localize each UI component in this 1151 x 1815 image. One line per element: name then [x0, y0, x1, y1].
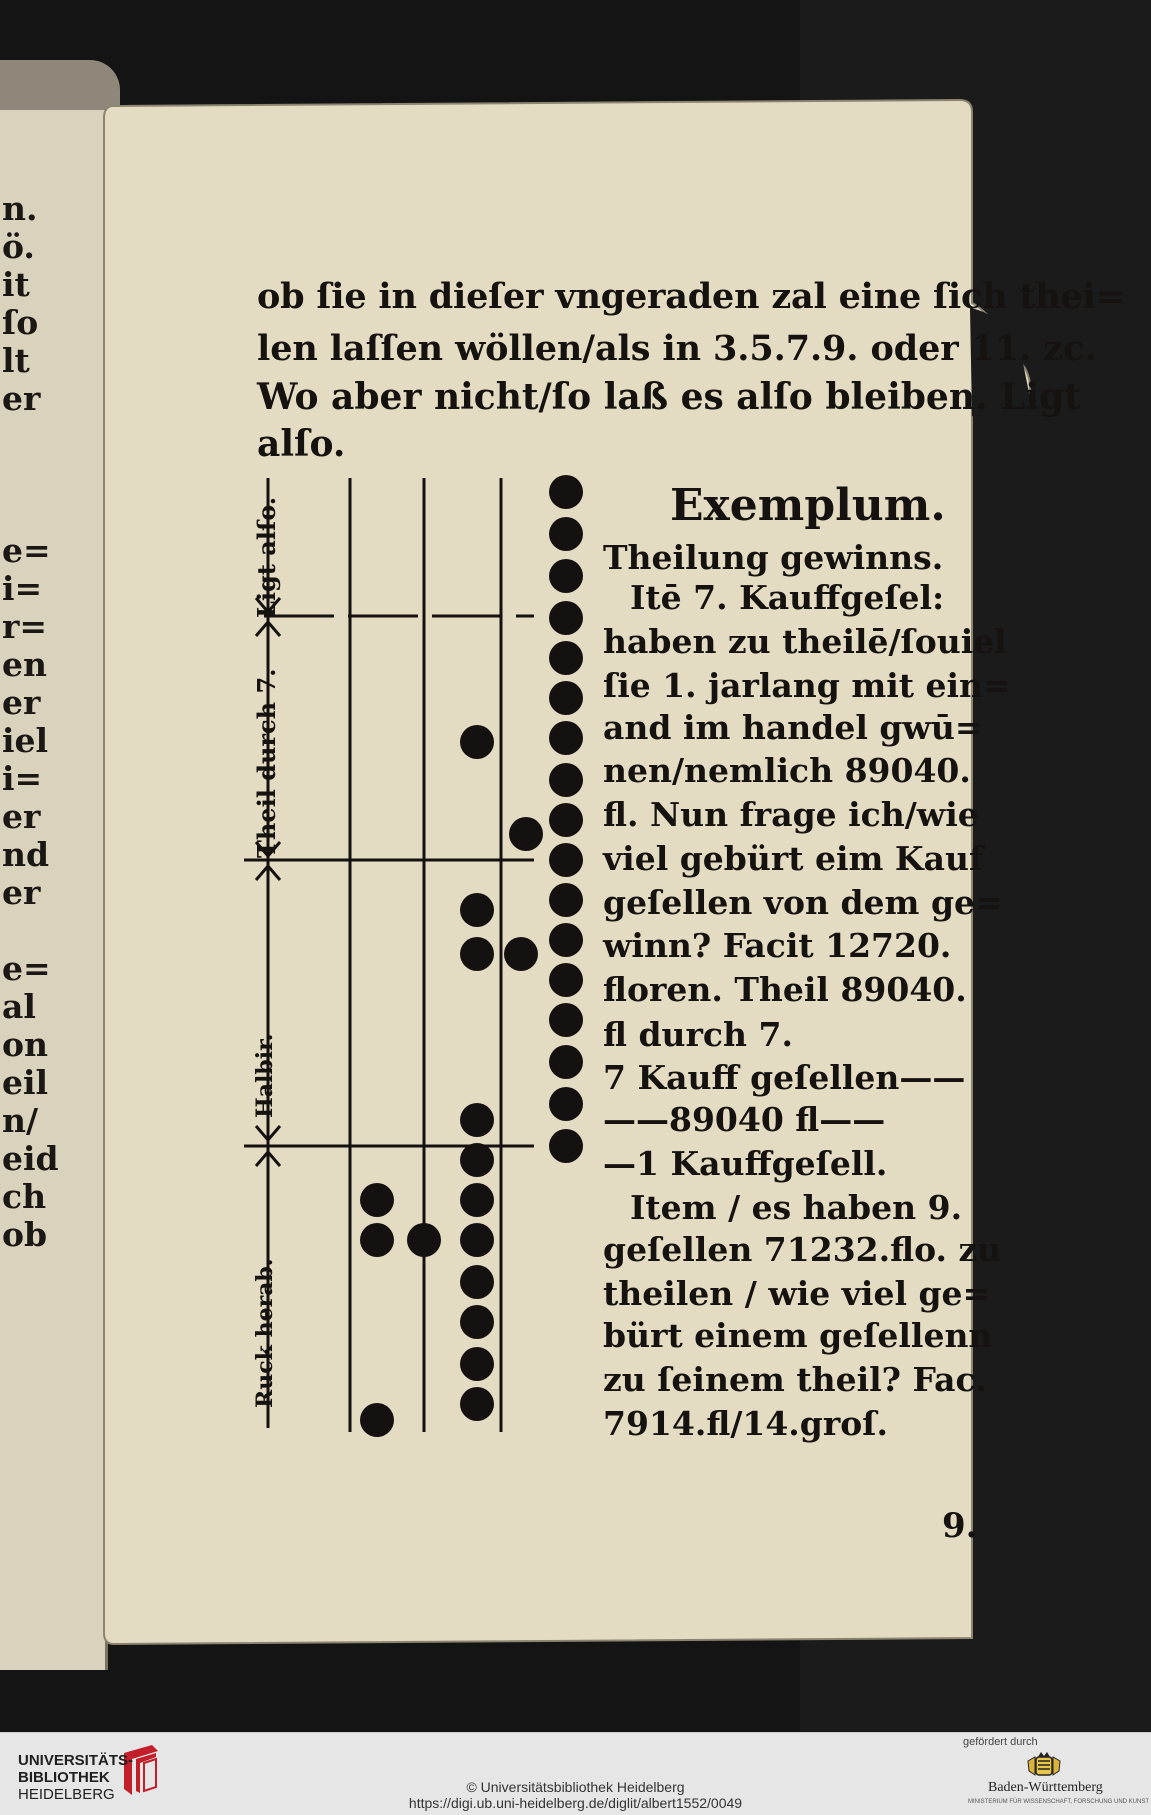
abacus-counter [549, 1087, 583, 1121]
abacus-counter [460, 1223, 494, 1257]
left-fragment: iel [2, 721, 49, 760]
abacus-counter [549, 843, 583, 877]
left-fragment: it [2, 265, 30, 304]
example-text-line: bürt einem geſellenn [603, 1316, 993, 1355]
left-fragment: al [2, 987, 36, 1026]
text-line-1: ob ſie in dieſer vngeraden zal eine ſich thei= [257, 276, 1125, 317]
left-fragment: er [2, 379, 41, 418]
funder-name: Baden-Württemberg [988, 1780, 1103, 1795]
left-fragment: i= [2, 569, 43, 608]
abacus-counter [407, 1223, 441, 1257]
abacus-counter [360, 1403, 394, 1437]
text-line-4: alſo. [257, 423, 346, 465]
example-text-line: Itē 7. Kauffgeſel: [630, 578, 945, 617]
example-text-line: floren. Theil 89040. [603, 970, 967, 1009]
abacus-counter [549, 963, 583, 997]
left-fragment [2, 494, 40, 532]
abacus-counter [549, 475, 583, 509]
example-title: Exemplum. [670, 480, 946, 531]
abacus-counter [460, 1183, 494, 1217]
abacus-counter [549, 763, 583, 797]
abacus-counter [549, 721, 583, 755]
left-fragment [2, 418, 40, 456]
abacus-counter [549, 923, 583, 957]
left-fragment: nd [2, 835, 50, 874]
abacus-row-label: Ruck herab. [252, 1258, 278, 1408]
abacus-row-label: Theil durch 7. [252, 668, 281, 858]
example-text-line: fl. Nun frage ich/wie [603, 795, 979, 834]
left-fragment: er [2, 797, 41, 836]
abacus-row-label: Ligt alſo. [252, 496, 281, 618]
example-text-line: —1 Kauffgeſell. [603, 1144, 888, 1183]
example-text-line: ſie 1. jarlang mit ein= [603, 666, 1011, 705]
left-fragment: on [2, 1025, 49, 1064]
left-fragment: er [2, 683, 41, 722]
page-number: 9. [942, 1506, 978, 1546]
abacus-counter [460, 725, 494, 759]
left-fragment: e= [2, 949, 51, 988]
left-fragment: ö. [2, 227, 35, 266]
left-fragment: eil [2, 1063, 49, 1102]
library-name-line-1: UNIVERSITÄTS- [18, 1752, 134, 1769]
example-text-line: viel gebürt eim Kauf [603, 839, 984, 878]
abacus-counter [549, 1003, 583, 1037]
left-fragment: ſo [2, 303, 39, 342]
example-text-line: winn? Facit 12720. [603, 926, 952, 965]
abacus-counter [460, 893, 494, 927]
left-fragment: r= [2, 607, 48, 646]
abacus-counter [549, 883, 583, 917]
example-text-line: geſellen 71232.flo. zu [603, 1230, 1002, 1269]
abacus-counter [549, 517, 583, 551]
example-text-line: ——89040 fl—— [603, 1100, 886, 1139]
abacus-counter [549, 559, 583, 593]
abacus-row-label: Halbir. [252, 1033, 278, 1118]
permalink-url[interactable]: https://digi.ub.uni-heidelberg.de/diglit/albert1552/0049 [408, 1795, 743, 1811]
left-fragment: ch [2, 1177, 47, 1216]
abacus-counter [549, 681, 583, 715]
abacus-counter [549, 601, 583, 635]
abacus-counter [460, 1347, 494, 1381]
abacus-counter [460, 937, 494, 971]
abacus-counter [360, 1223, 394, 1257]
example-text-line: 7914.fl/14.groſ. [603, 1404, 888, 1443]
example-text-line: Theilung gewinns. [603, 538, 944, 577]
left-fragment: i= [2, 759, 43, 798]
left-fragment: en [2, 645, 47, 684]
abacus-counter [460, 1305, 494, 1339]
example-text-line: 7 Kauff geſellen—— [603, 1058, 966, 1097]
text-line-3: Wo aber nicht/ſo laß es alſo bleiben. Ligt [257, 376, 1081, 418]
funded-by-text: gefördert durch [963, 1736, 1038, 1748]
example-text-line: nen/nemlich 89040. [603, 751, 971, 790]
example-text-line: Item / es haben 9. [630, 1188, 963, 1227]
abacus-counter [460, 1143, 494, 1177]
example-text-line: geſellen von dem ge= [603, 883, 1003, 922]
left-fragment: eid [2, 1139, 59, 1178]
left-fragment: e= [2, 531, 51, 570]
example-text-line: zu ſeinem theil? Fac. [603, 1360, 988, 1399]
left-fragment: ob [2, 1215, 48, 1254]
left-fragment: lt [2, 341, 30, 380]
abacus-counter [509, 817, 543, 851]
abacus-counter [549, 1045, 583, 1079]
left-fragment: n/ [2, 1101, 39, 1140]
abacus-counter [549, 641, 583, 675]
abacus-counter [460, 1387, 494, 1421]
abacus-counter [460, 1103, 494, 1137]
abacus-counter [360, 1183, 394, 1217]
example-text-line: and im handel gwū= [603, 708, 983, 747]
left-fragment [2, 456, 40, 494]
abacus-counter [549, 1129, 583, 1163]
baden-wuerttemberg-crest-icon [1026, 1751, 1062, 1779]
abacus-diagram [244, 470, 604, 1440]
example-text-line: theilen / wie viel ge= [603, 1274, 991, 1313]
abacus-counter [549, 803, 583, 837]
text-line-2: len laſſen wöllen/als in 3.5.7.9. oder 11. zc. [257, 328, 1097, 369]
library-name-line-3: HEIDELBERG [18, 1786, 115, 1803]
example-text-line: fl durch 7. [603, 1015, 793, 1054]
left-fragment: er [2, 873, 41, 912]
copyright-text: © Universitätsbibliothek Heidelberg [466, 1779, 685, 1795]
left-fragment [2, 912, 40, 950]
example-text-line: haben zu theilē/ſouiel [603, 622, 1007, 661]
abacus-counter [504, 937, 538, 971]
abacus-counter [460, 1265, 494, 1299]
right-page [100, 98, 1125, 1646]
funder-ministry: MINISTERIUM FÜR WISSENSCHAFT, FORSCHUNG UND KUNST [968, 1799, 1150, 1805]
left-fragment: n. [2, 189, 38, 228]
library-name-line-2: BIBLIOTHEK [18, 1769, 110, 1786]
left-page-text-fragments [2, 189, 59, 1254]
